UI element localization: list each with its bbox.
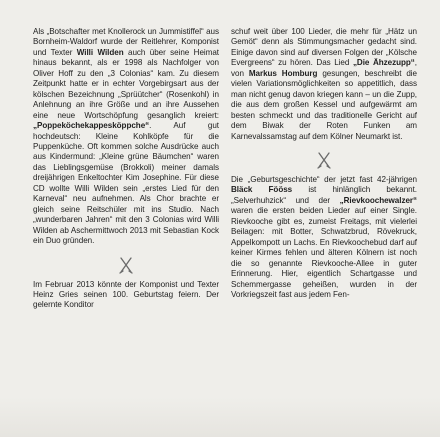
text-segment: Als „Botschafter met Knollerock un Jummistiffel“ aus Bornheim-Waldorf wurde der Reitlehrer, Komponist und Texter <box>33 27 219 57</box>
band-name-blaeck-foeoess: Bläck Fööss <box>231 185 293 195</box>
right-paragraph-1 <box>231 27 417 142</box>
person-name-markus-homburg: Markus Homburg <box>248 68 318 78</box>
text-segment: auch über seine Heimat hinaus bekannt, als er 1998 als Nachfolger von Oliver Hoff zu den „3 Colonias“ kam. Zu diesem Zeitpunkt hatte er in echter Vorgebirgsart aus der kölschen Bezeichnung „Sprüütcher“ (Rosenkohl) in Anlehnung an ihre Größe und an ihre Aussehen eine neue Wortschöpfung gesanglich kreiert: <box>33 47 219 120</box>
text-segment: ist hinlänglich bekannt. „Selverhuhzick“ und der <box>231 185 417 205</box>
crossed-ribbon-ornament-icon <box>317 152 331 170</box>
left-paragraph-1 <box>33 27 219 247</box>
text-segment: gesungen, beschreibt die vielen Variationsmöglichkeiten so appetitlich, dass man nicht genug davon kriegen kann – un die Zupp, die aus dem großen Kessel und aufgewärmt am besten schmeckt und das traditionelle Gericht auf dem Biwak der Roten Funken am Karnevalssamstag auf dem Kölner Neumarkt ist. <box>231 68 417 141</box>
section-divider <box>231 152 417 170</box>
person-name-willi-wilden: Willi Wilden <box>76 47 124 57</box>
crossed-ribbon-ornament-icon <box>119 257 133 275</box>
section-divider <box>33 257 219 275</box>
right-column <box>231 27 417 437</box>
text-segment: waren die ersten beiden Lieder auf einer Single. Rievkooche gibt es, zumeist Freitags, mit vielerlei Beilagen: mit Botter, Schwatzbrud, Rövekruck, Appelkompott un Lachs. En Rievkoochebud darf auf keiner Kirmes fehlen und älteren Kölnern ist noch die so genannte Rievkooche-Allee in guter Erinnerung. Hier, eigentlich Schartgasse und Schemmergasse geheißen, wurden in der Vorkriegszeit fast aus jedem Fen- <box>231 206 417 299</box>
song-title-poppekoechekappeskoeppche: „Poppeköchekappesköppche“ <box>33 121 150 131</box>
right-paragraph-2 <box>231 175 417 300</box>
song-title-rievkoochewalzer: „Rievkoochewalzer“ <box>339 195 417 205</box>
text-segment: . Auf gut hochdeutsch: Kleine Kohlköpfe für die Puppenküche. Oft kommen solche Ausdrücke auch aus Kindermund: „Kleine grüne Bäumchen“ waren das Lieblingsgemüse (Brokkoli) meiner damals dreijährigen Enkeltochter Kim Josephine. Für diese CD wollte Willi Wilden sein „erstes Lied für den Karneval“ neu aufnehmen. Als Chor brachte er gleich seine Reitschüler mit ins Studio. Nach „wunderbaren Jahren“ mit den 3 Colonias wird Willi Wilden ab Aschermittwoch 2013 mit Sebastian Kock ein Duo gründen. <box>33 121 219 246</box>
text-segment: , von <box>231 58 417 78</box>
left-paragraph-2: Im Februar 2013 könnte der Komponist und Texter Heinz Gries seinen 100. Geburtstag feiern. Der gelernte Konditor <box>33 279 219 310</box>
left-column <box>33 27 219 437</box>
song-title-die-aehzezupp: „Die Ähzezupp“ <box>352 58 415 68</box>
text-segment: Die „Geburtsgeschichte“ der jetzt fast 42-jährigen <box>231 174 417 184</box>
text-segment: schuf weit über 100 Lieder, die mehr für „Hätz un Gemöt“ denn als Stimmungsmacher gedacht sind. Einige davon sind auf diversen Folgen der „Kölsche Evergreens“ zu hören. Das Lied <box>231 27 417 68</box>
